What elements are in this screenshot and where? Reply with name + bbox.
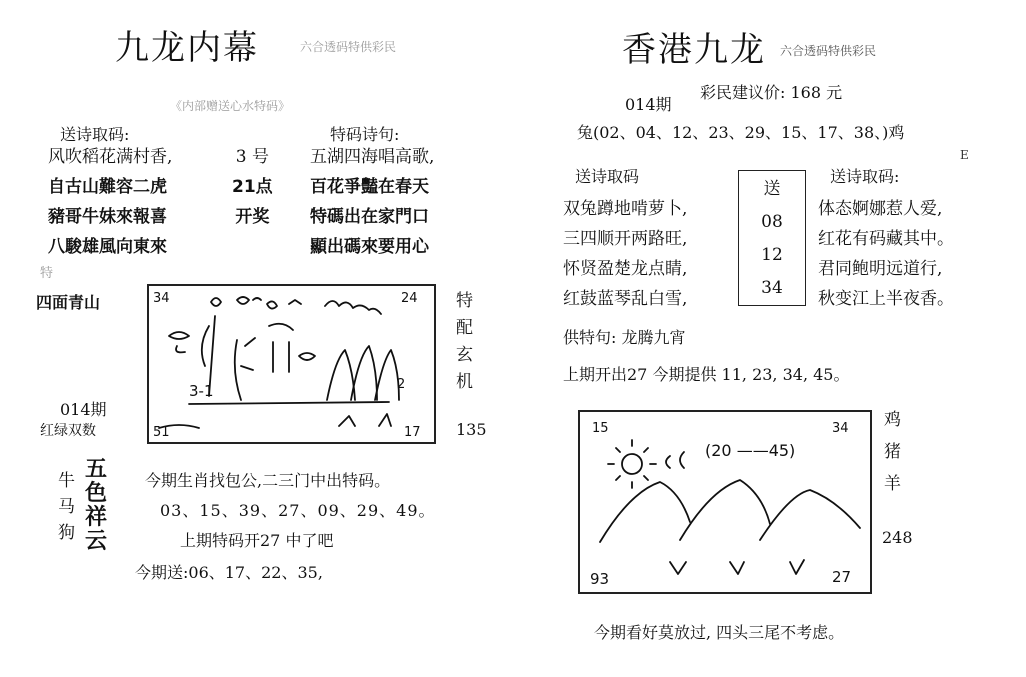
left-poem-header-right: 特码诗句: [330,125,400,144]
left-zodiac: 牛 [58,471,75,491]
right-poem-line: 红花有码藏其中。 [818,229,954,249]
left-sketch [149,286,434,442]
left-poem-line: 五湖四海唱高歌, [310,147,435,167]
right-side-num: 248 [882,528,913,547]
left-zodiac-col [58,468,75,546]
left-line3: 上期特码开27 中了吧 [180,531,334,550]
right-poem-line: 体态婀娜惹人爱, [818,199,943,219]
left-poem-line: 豬哥牛妹來報喜 [48,207,167,227]
left-side-char: 机 [456,372,473,392]
left-poem-right [310,142,434,262]
sketch-label-c: (20 ——45) [705,441,796,460]
right-poem-header-left: 送诗取码 [575,167,640,186]
left-title-sub: 六合透码特供彩民 [300,40,397,54]
left-zodiac: 狗 [58,523,75,543]
sketch-label-e: 27 [832,568,852,586]
right-last-issue: 上期开出27 今期提供 11, 23, 34, 45。 [563,365,850,384]
left-poem-line: 八駿雄風向東來 [48,237,167,257]
left-wuse-char: 五 [85,457,108,482]
send-box-item: 送 [763,179,781,199]
left-side-num: 135 [456,420,487,439]
left-poem-line: 百花爭豔在春天 [310,177,429,197]
right-zodiac: 鸡 [884,410,901,430]
left-mid-item: 开奖 [235,207,270,227]
left-poem-left [48,142,172,262]
left-wuse-char: 云 [85,529,108,554]
left-wuse-col [85,458,107,554]
left-line4: 今期送:06、17、22、35, [135,563,323,582]
left-poem-header-left: 送诗取码: [60,125,130,144]
left-side-char: 特 [456,291,473,311]
left-title: 九龙内幕 [115,28,259,68]
right-poem-header-right: 送诗取码: [830,167,900,186]
left-poem-line: 特碼出在家門口 [310,207,429,227]
left-sketch-box [147,284,436,444]
left-wuse-char: 祥 [85,505,108,530]
sketch-label-d: 51 [153,425,170,440]
send-box-item: 12 [761,245,783,265]
right-poem-line: 怀贤盈楚龙点睛, [563,259,688,279]
left-te-mark: 特 [40,266,54,281]
send-box-item: 34 [761,278,783,298]
sketch-label-f: 2 [397,377,406,392]
left-zodiac: 马 [58,497,75,517]
right-poem-line: 红鼓蓝琴乱白雪, [563,289,688,309]
send-box-item: 08 [761,212,783,232]
left-poem-line: 风吹稻花满村香, [48,147,173,167]
sketch-label-d: 93 [590,570,610,588]
right-poem-line: 三四顺开两路旺, [563,229,688,249]
left-line1: 今期生肖找包公,二三门中出特码。 [145,471,391,490]
right-poem-right [818,194,954,314]
right-zodiac: 猪 [884,442,901,462]
right-issue: 014期 [625,95,672,114]
left-mid-item: 21点 [232,177,273,197]
left-subtitle: 《内部赠送心水特码》 [170,99,291,113]
right-poem-line: 秋变江上半夜香。 [818,289,954,309]
right-e-mark: E [960,148,969,162]
sketch-label-c: 3-1 [189,382,214,400]
sketch-label-a: 15 [592,421,609,436]
right-gong-te: 供特句: 龙腾九宵 [563,328,686,347]
right-title-sub: 六合透码特供彩民 [780,44,877,58]
sketch-label-b: 24 [401,291,418,306]
right-send-box [738,170,806,306]
right-sketch-box [578,410,872,594]
right-poem-left [563,194,687,314]
left-issue: 014期 [60,400,107,419]
right-price: 彩民建议价: 168 元 [700,83,843,102]
right-rabbit-line: 兔(02、04、12、23、29、15、17、38、)鸡 [577,123,905,142]
left-line2: 03、15、39、27、09、29、49。 [160,501,436,520]
left-sketch-label: 四面青山 [36,293,101,312]
left-wuse-char: 色 [85,481,108,506]
left-side-col [456,288,473,396]
right-zodiac: 羊 [884,474,901,494]
left-issue-sub: 红绿双数 [40,423,96,439]
left-mid-col [232,142,273,232]
right-title: 香港九龙 [622,30,766,70]
left-poem-line: 自古山難容二虎 [48,177,167,197]
right-zodiac-col [884,404,901,500]
right-poem-line: 双兔蹲地啃萝卜, [563,199,688,219]
left-poem-line: 顯出碼來要用心 [310,237,429,257]
sketch-label-a: 34 [153,291,170,306]
sketch-label-b: 34 [832,421,849,436]
left-mid-item: 3 号 [235,147,269,167]
right-poem-line: 君同鲍明远道行, [818,259,943,279]
left-side-char: 配 [456,318,473,338]
right-footer: 今期看好莫放过, 四头三尾不考虑。 [594,623,845,642]
left-side-char: 玄 [456,345,473,365]
right-sketch [580,412,870,592]
sketch-label-e: 17 [404,425,421,440]
